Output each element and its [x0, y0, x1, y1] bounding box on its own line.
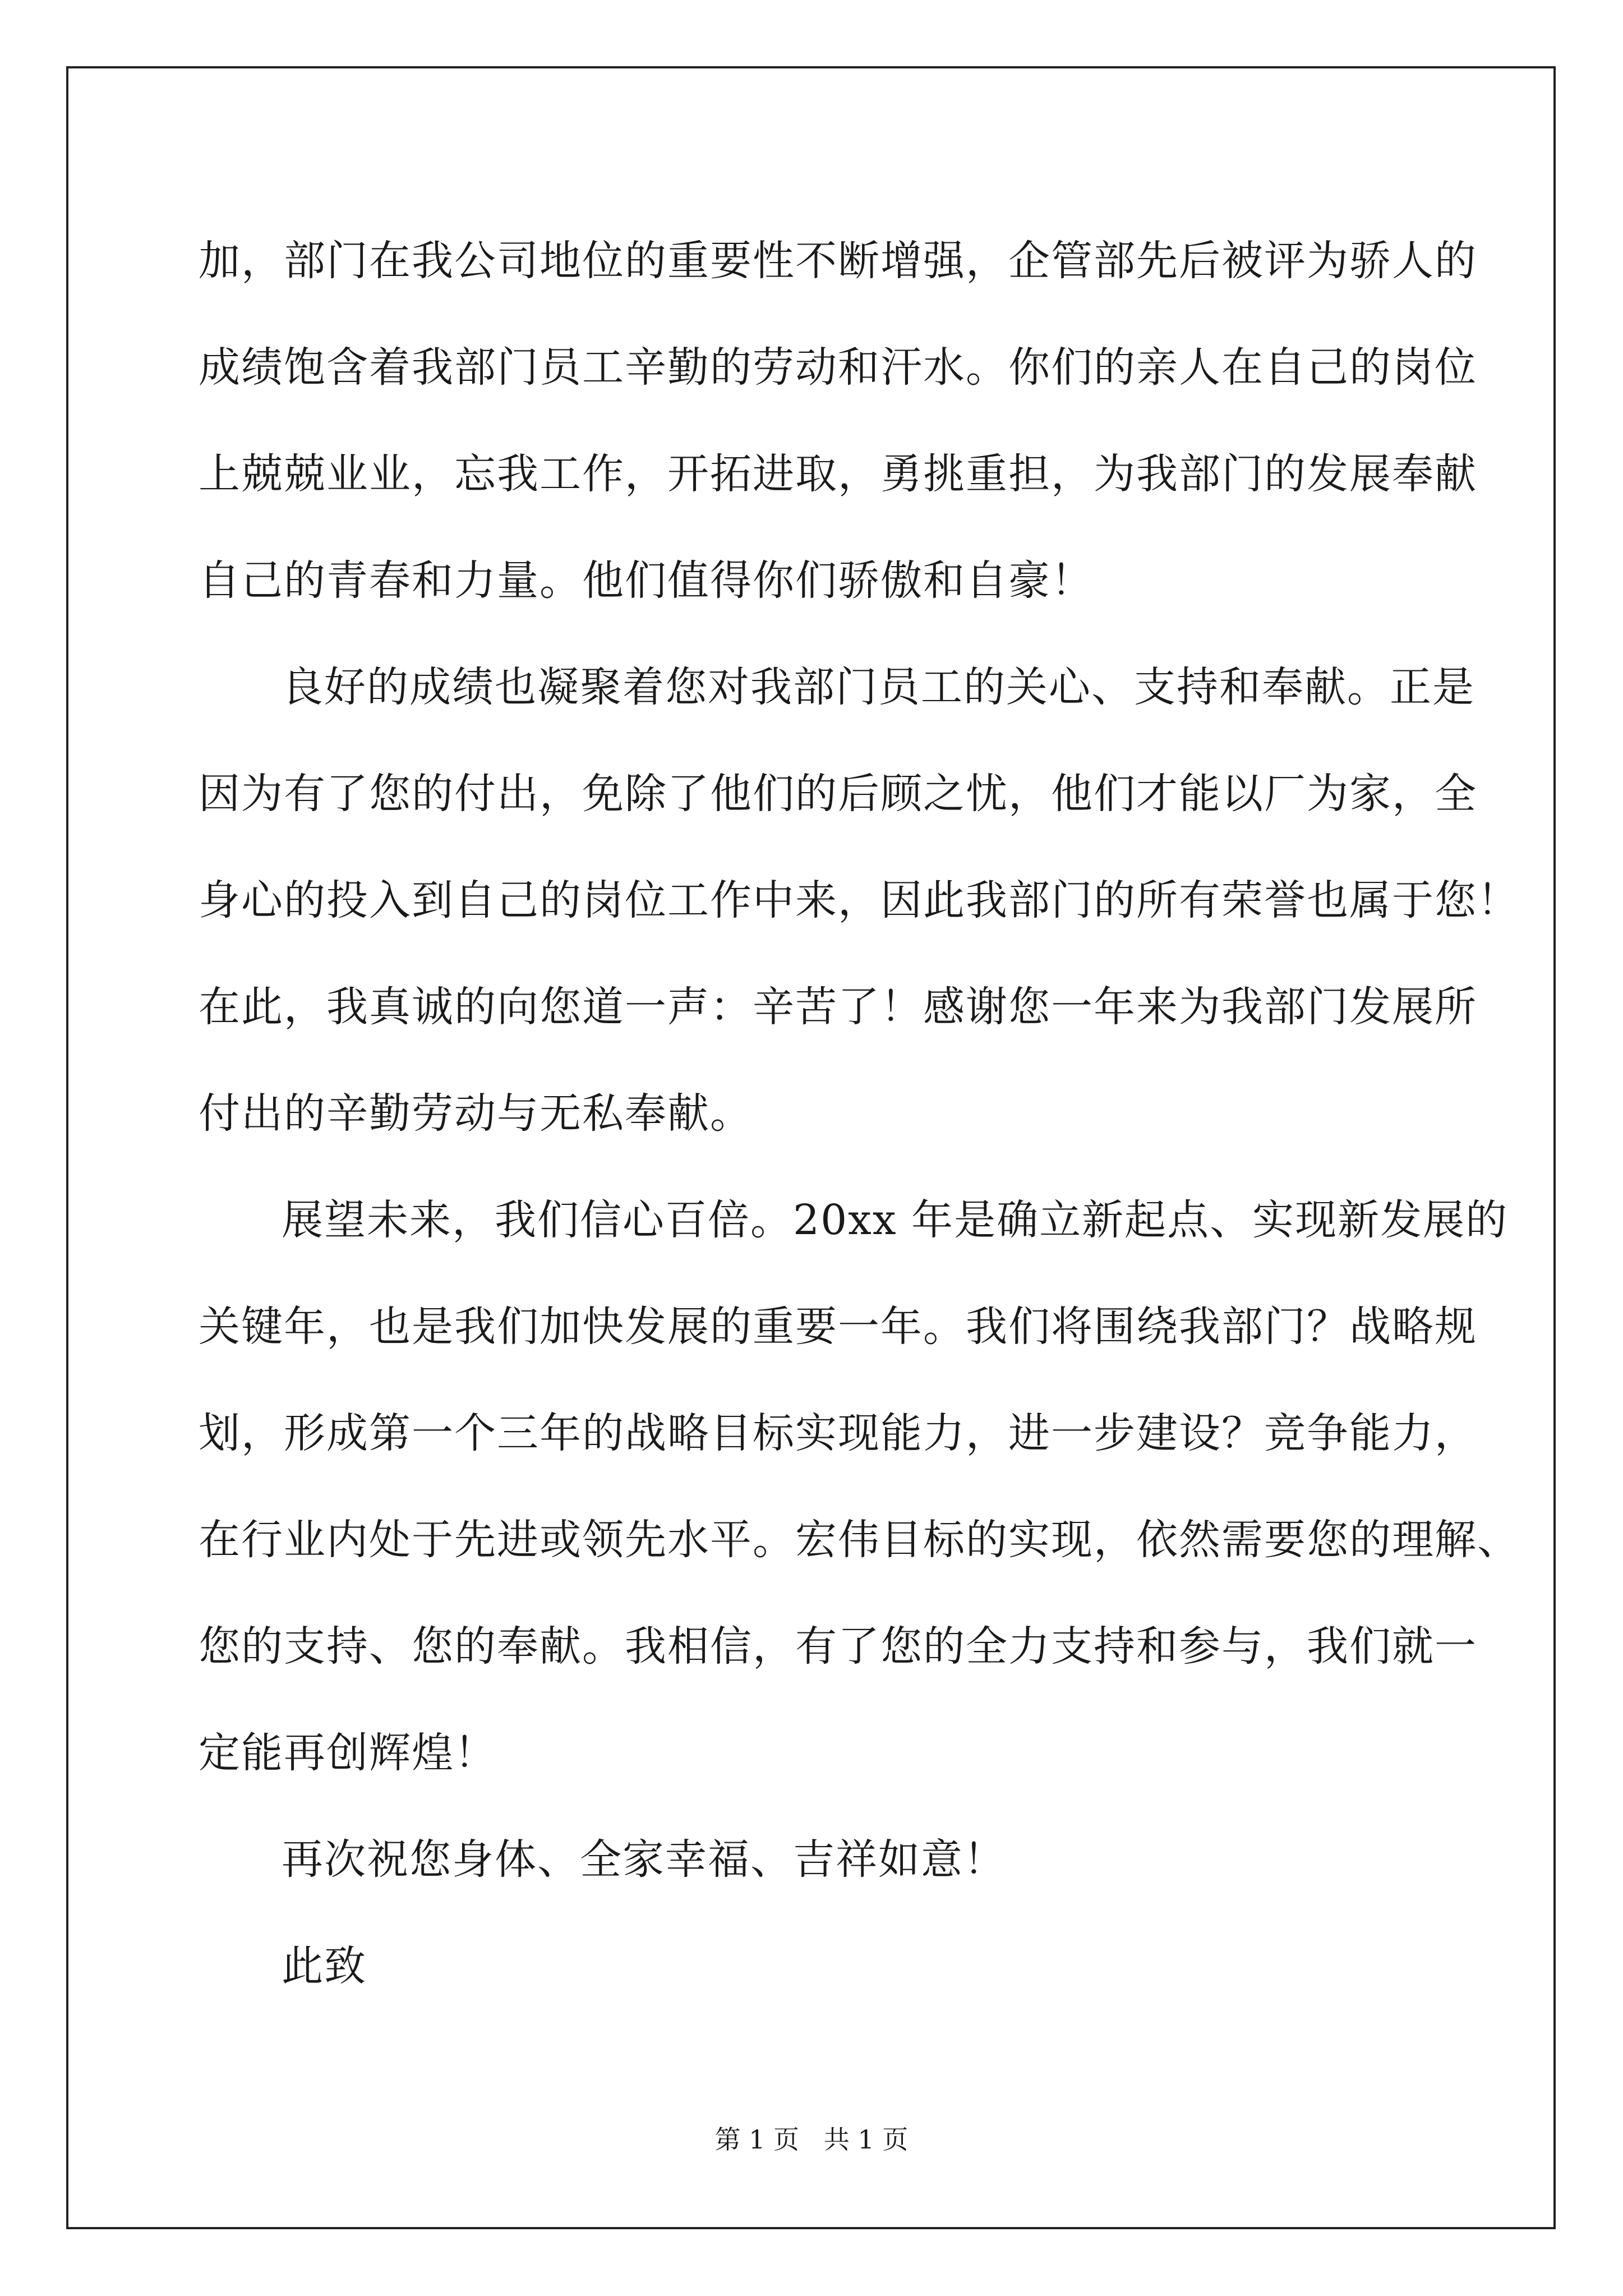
- text-line: 自己的青春和力量。他们值得你们骄傲和自豪！: [199, 556, 1094, 605]
- paragraph-start-line: 展望未来，我们信心百倍。20xx 年是确立新起点、实现新发展的: [282, 1196, 1509, 1244]
- text-line: 付出的辛勤劳动与无私奉献。: [199, 1089, 753, 1138]
- text-line: 关键年，也是我们加快发展的重要一年。我们将围绕我部门？战略规: [199, 1303, 1477, 1351]
- text-line: 上兢兢业业，忘我工作，开拓进取，勇挑重担，为我部门的发展奉献: [199, 450, 1477, 498]
- text-line: 身心的投入到自己的岗位工作中来，因此我部门的所有荣誉也属于您！: [199, 876, 1520, 924]
- paragraph-start-line: 良好的成绩也凝聚着您对我部门员工的关心、支持和奉献。正是: [282, 663, 1475, 711]
- salutation-line: 此致: [282, 1942, 367, 1990]
- text-line: 加，部门在我公司地位的重要性不断增强，企管部先后被评为骄人的: [199, 237, 1477, 285]
- text-line: 在行业内处于先进或领先水平。宏伟目标的实现，依然需要您的理解、: [199, 1516, 1520, 1564]
- text-line: 您的支持、您的奉献。我相信，有了您的全力支持和参与，我们就一: [199, 1622, 1477, 1671]
- page-number-footer: 第 1 页 共 1 页: [714, 2124, 909, 2155]
- text-line: 成绩饱含着我部门员工辛勤的劳动和汗水。你们的亲人在自己的岗位: [199, 343, 1477, 392]
- text-line: 划，形成第一个三年的战略目标实现能力，进一步建设？竞争能力，: [199, 1409, 1477, 1457]
- text-line: 在此，我真诚的向您道一声：辛苦了！感谢您一年来为我部门发展所: [199, 983, 1477, 1031]
- text-line: 因为有了您的付出，免除了他们的后顾之忧，他们才能以厂为家，全: [199, 770, 1477, 818]
- text-line: 定能再创辉煌！: [199, 1729, 497, 1777]
- letter-body: [199, 208, 1520, 2019]
- closing-wish-line: 再次祝您身体、全家幸福、吉祥如意！: [282, 1835, 1006, 1884]
